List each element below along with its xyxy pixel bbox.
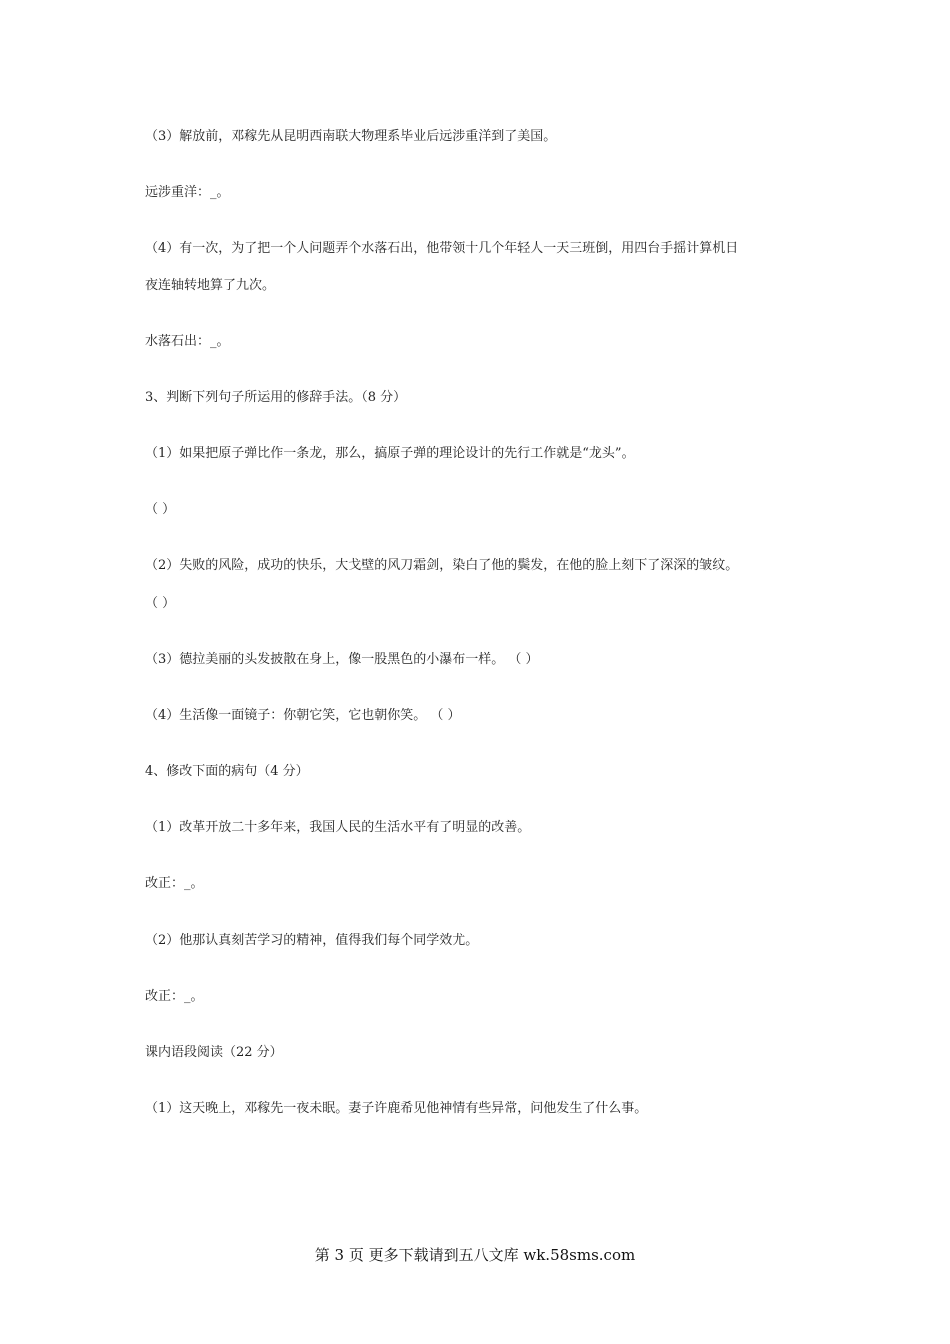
answer-line-idiom-1: 远涉重洋：_。: [145, 185, 230, 200]
reading-passage-line: （1）这天晚上，邓稼先一夜未眠。妻子许鹿希见他神情有些异常，问他发生了什么事。: [145, 1101, 648, 1116]
section-4-heading: 4、修改下面的病句（4 分）: [145, 764, 309, 779]
correction-line-1: 改正：_。: [145, 876, 204, 891]
answer-line-idiom-2: 水落石出：_。: [145, 334, 230, 349]
sick-sentence-2: （2）他那认真刻苦学习的精神，值得我们每个同学效尤。: [145, 933, 479, 948]
section-3-heading: 3、判断下列句子所运用的修辞手法。（8 分）: [145, 390, 407, 405]
rhetoric-question-3: （3）德拉美丽的头发披散在身上，像一股黑色的小瀑布一样。 （ ）: [145, 652, 539, 667]
question-3-idiom-sentence: （3）解放前，邓稼先从昆明西南联大物理系毕业后远涉重洋到了美国。: [145, 129, 557, 144]
rhetoric-question-1: （1）如果把原子弹比作一条龙，那么，搞原子弹的理论设计的先行工作就是“龙头”。: [145, 446, 635, 461]
question-4-idiom-sentence: （4）有一次，为了把一个人问题弄个水落石出，他带领十几个年轻人一天三班倒，用四台手摇计算机日: [145, 241, 739, 256]
sick-sentence-1: （1）改革开放二十多年来，我国人民的生活水平有了明显的改善。: [145, 820, 531, 835]
question-4-idiom-sentence-cont: 夜连轴转地算了九次。: [145, 278, 276, 293]
correction-line-2: 改正：_。: [145, 989, 204, 1004]
page-footer: 第 3 页 更多下载请到五八文库 wk.58sms.com: [314, 1246, 636, 1264]
rhetoric-answer-blank-1: （ ）: [145, 502, 176, 517]
rhetoric-answer-blank-2: （ ）: [145, 596, 176, 611]
rhetoric-question-2: （2）失败的风险，成功的快乐，大戈壁的风刀霜剑，染白了他的鬓发，在他的脸上刻下了深深的皱纹。: [145, 558, 739, 573]
rhetoric-question-4: （4）生活像一面镜子：你朝它笑，它也朝你笑。 （ ）: [145, 708, 461, 723]
reading-section-heading: 课内语段阅读（22 分）: [145, 1045, 283, 1060]
